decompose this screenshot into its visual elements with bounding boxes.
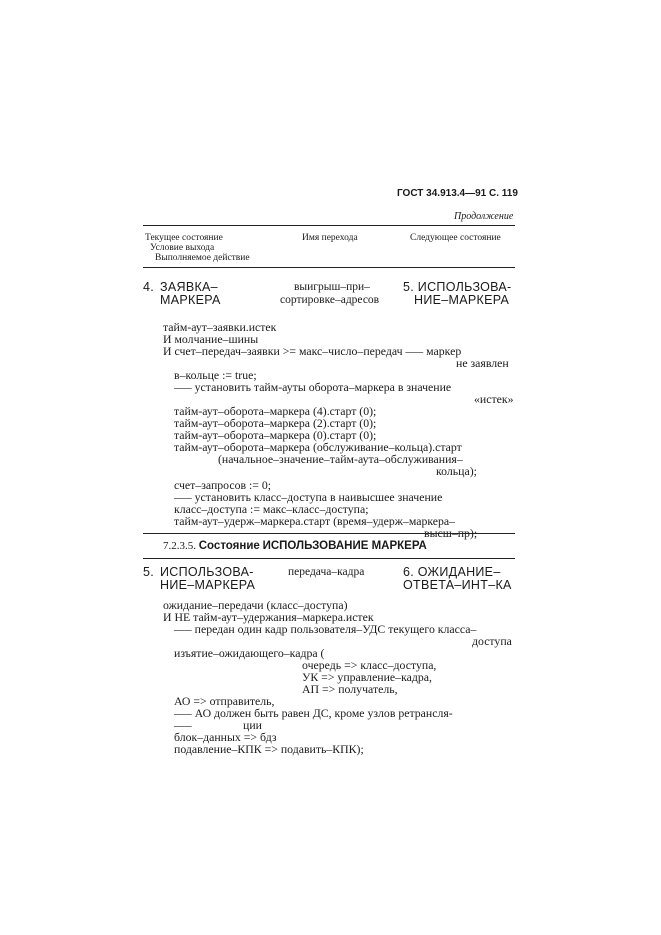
row5-to-state-line1: 6. ОЖИДАНИЕ– xyxy=(403,565,501,579)
row4-line: И молчание–шины xyxy=(163,332,259,346)
table-header-rule xyxy=(143,267,515,268)
continuation-label: Продолжение xyxy=(454,211,514,222)
row4-line: класс–доступа := макс–класс–доступа; xyxy=(174,502,369,516)
column-transition-name: Имя перехода xyxy=(302,233,358,243)
row5-line: доступа xyxy=(472,634,512,648)
row5-from-state-line2: НИЕ–МАРКЕРА xyxy=(160,578,256,592)
row5-number: 5. xyxy=(143,565,155,579)
row5-line: ции xyxy=(243,718,262,732)
column-next-state: Следующее состояние xyxy=(410,233,501,243)
page-header-gost: ГОСТ 34.913.4—91 С. 119 xyxy=(397,188,518,199)
row4-from-state-line1: ЗАЯВКА– xyxy=(160,280,218,294)
row4-line: тайм-аут–заявки.истек xyxy=(163,320,277,334)
row4-line: счет–запросов := 0; xyxy=(174,478,272,492)
row4-to-state-line2: НИЕ–МАРКЕРА xyxy=(414,293,510,307)
row5-transition: передача–кадра xyxy=(288,566,365,578)
section-heading xyxy=(163,540,427,552)
row4-line: тайм-аут–оборота–маркера (0).старт (0); xyxy=(174,428,377,442)
row4-line: тайм-аут–оборота–маркера (4).старт (0); xyxy=(174,404,377,418)
row5-line: —– xyxy=(174,718,192,732)
row5-line: блок–данных => бдз xyxy=(174,730,277,744)
row4-transition-line1: выигрыш–при– xyxy=(294,281,370,293)
row5-line: изъятие–ожидающего–кадра ( xyxy=(174,646,325,660)
row4-line: в–кольце := true; xyxy=(174,368,257,382)
row4-line: (начальное–значение–тайм-аута–обслуживания– xyxy=(218,452,463,466)
row4-line: тайм-аут–удерж–маркера.старт (время–удерж–маркера– xyxy=(174,514,456,528)
row4-transition-line2: сортировке–адресов xyxy=(280,294,380,306)
table-top-rule xyxy=(143,225,515,226)
section-state-name: ИСПОЛЬЗОВАНИЕ МАРКЕРА xyxy=(262,540,427,552)
row5-line: ожидание–передачи (класс–доступа) xyxy=(163,598,348,612)
row4-line: И счет–передач–заявки >= макс–число–передач —– маркер xyxy=(163,344,462,358)
row4-line: «истек» xyxy=(474,392,514,406)
column-action: Выполняемое действие xyxy=(155,253,250,263)
row5-line: —– передан один кадр пользователя–УДС текущего класса– xyxy=(174,622,477,636)
row4-from-state-line2: МАРКЕРА xyxy=(160,293,221,307)
column-current-state: Текущее состояние xyxy=(145,233,223,243)
row4-number: 4. xyxy=(143,280,155,294)
row5-line: УК => управление–кадра, xyxy=(302,670,432,684)
row5-line: —– АО должен быть равен ДС, кроме узлов ретрансля- xyxy=(174,706,453,720)
row5-line: АП => получатель, xyxy=(302,682,398,696)
row4-line: тайм-аут–оборота–маркера (обслуживание–кольца).старт xyxy=(174,440,462,454)
row4-line: —– установить класс–доступа в наивысшее значение xyxy=(174,490,443,504)
row5-from-state-line1: ИСПОЛЬЗОВА- xyxy=(160,565,254,579)
section-label: Состояние xyxy=(198,540,260,552)
row4-bottom-rule xyxy=(143,533,515,534)
column-exit-condition: Условие выхода xyxy=(150,243,215,253)
section-rule xyxy=(143,558,515,559)
row4-line: —– установить тайм-ауты оборота–маркера в значение xyxy=(174,380,452,394)
row4-line: не заявлен xyxy=(456,356,509,370)
row4-line: высш–пр); xyxy=(424,526,478,540)
row5-line: подавление–КПК => подавить–КПК); xyxy=(174,742,364,756)
row4-line: кольца); xyxy=(436,464,477,478)
row4-to-state-line1: 5. ИСПОЛЬЗОВА- xyxy=(403,280,512,294)
row5-line: И НЕ тайм-аут–удержания–маркера.истек xyxy=(163,610,374,624)
section-number: 7.2.3.5. xyxy=(163,540,196,552)
row5-line: очередь => класс–доступа, xyxy=(302,658,437,672)
row5-line: АО => отправитель, xyxy=(174,694,275,708)
row4-line: тайм-аут–оборота–маркера (2).старт (0); xyxy=(174,416,377,430)
row5-to-state-line2: ОТВЕТА–ИНТ–КА xyxy=(403,578,512,592)
